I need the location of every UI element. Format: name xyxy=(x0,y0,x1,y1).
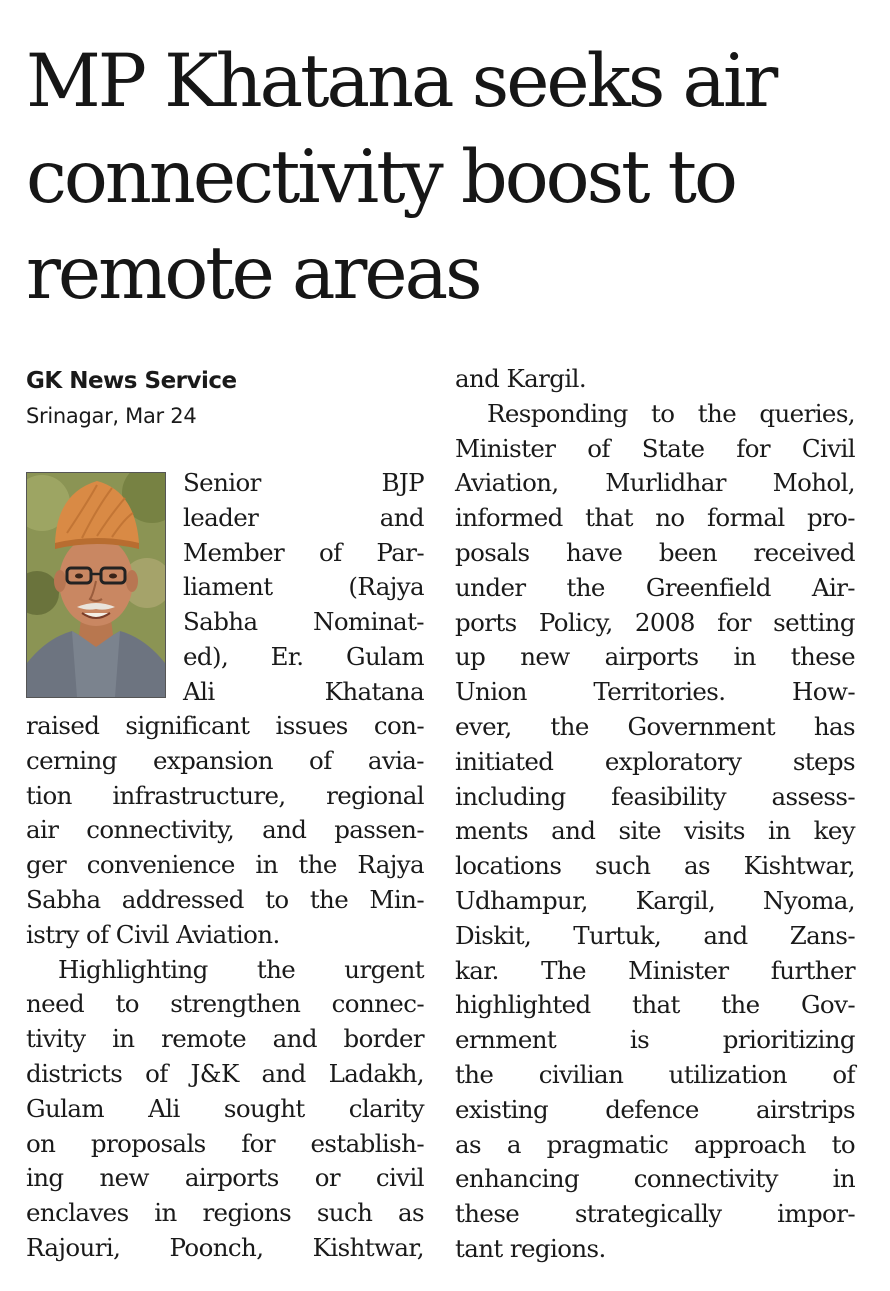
text-line: liament (Rajya xyxy=(183,572,424,602)
text-line: posals have been received xyxy=(455,537,855,567)
author-photo xyxy=(26,472,166,698)
text-line: these strategically impor- xyxy=(455,1199,855,1229)
text-line: and Kargil. xyxy=(455,364,587,393)
text-line: ever, the Government has xyxy=(455,711,855,741)
text-line: up new airports in these xyxy=(455,642,855,672)
text-line: on proposals for establish- xyxy=(26,1128,424,1158)
text-line: leader and xyxy=(183,502,424,532)
text-line: ments and site visits in key xyxy=(455,816,855,846)
text-line: ger convenience in the Rajya xyxy=(26,850,424,880)
text-line: ed), Er. Gulam xyxy=(183,641,424,671)
text-line: tion infrastructure, regional xyxy=(26,780,424,810)
text-line: Senior BJP xyxy=(183,468,424,497)
text-line: districts of J&K and Ladakh, xyxy=(26,1058,424,1088)
lead-paragraph-wrap xyxy=(183,466,424,710)
text-line: raised significant issues con- xyxy=(26,711,424,740)
text-line: istry of Civil Aviation. xyxy=(26,919,280,949)
text-line: Sabha addressed to the Min- xyxy=(26,884,424,914)
column-two xyxy=(455,362,855,1267)
text-line: as a pragmatic approach to xyxy=(455,1129,855,1159)
headline xyxy=(26,34,876,322)
dateline: Srinagar, Mar 24 xyxy=(26,404,197,428)
text-line: the civilian utilization of xyxy=(455,1059,855,1089)
text-line: Highlighting the urgent xyxy=(58,954,424,984)
text-line: Aviation, Murlidhar Mohol, xyxy=(455,468,855,498)
text-line: Sabha Nominat- xyxy=(183,607,424,637)
text-line: ing new airports or civil xyxy=(26,1163,424,1193)
text-line: Rajouri, Poonch, Kishtwar, xyxy=(26,1232,424,1262)
text-line: Union Territories. How- xyxy=(455,677,855,707)
text-line: kar. The Minister further xyxy=(455,955,855,985)
text-line: Member of Par- xyxy=(183,537,424,567)
text-line: enhancing connectivity in xyxy=(455,1164,855,1194)
headline-line: MP Khatana seeks air xyxy=(26,39,776,124)
text-line: including feasibility assess- xyxy=(455,781,855,811)
text-line: Responding to the queries, xyxy=(487,398,855,428)
text-line: Diskit, Turtuk, and Zans- xyxy=(455,920,855,950)
text-line: locations such as Kishtwar, xyxy=(455,851,855,881)
portrait-illustration xyxy=(27,473,165,697)
text-line: tant regions. xyxy=(455,1233,606,1263)
text-line: enclaves in regions such as xyxy=(26,1198,424,1228)
text-line: under the Greenfield Air- xyxy=(455,572,855,602)
text-line: initiated exploratory steps xyxy=(455,746,855,776)
headline-line: remote areas xyxy=(26,231,480,316)
byline: GK News Service xyxy=(26,368,237,394)
text-line: existing defence airstrips xyxy=(455,1094,855,1124)
text-line: need to strengthen connec- xyxy=(26,989,424,1019)
text-line: Gulam Ali sought clarity xyxy=(26,1093,424,1123)
text-line: ernment is prioritizing xyxy=(455,1025,855,1055)
text-line: cerning expansion of avia- xyxy=(26,745,424,775)
text-line: highlighted that the Gov- xyxy=(455,990,855,1020)
headline-line: connectivity boost to xyxy=(26,135,735,220)
column-one xyxy=(26,709,424,1266)
text-line: informed that no formal pro- xyxy=(455,503,855,533)
text-line: air connectivity, and passen- xyxy=(26,815,424,845)
text-line: tivity in remote and border xyxy=(26,1024,424,1054)
text-line: Minister of State for Civil xyxy=(455,433,855,463)
text-line: Udhampur, Kargil, Nyoma, xyxy=(455,885,855,915)
text-line: ports Policy, 2008 for setting xyxy=(455,607,855,637)
text-line: Ali Khatana xyxy=(183,676,424,706)
